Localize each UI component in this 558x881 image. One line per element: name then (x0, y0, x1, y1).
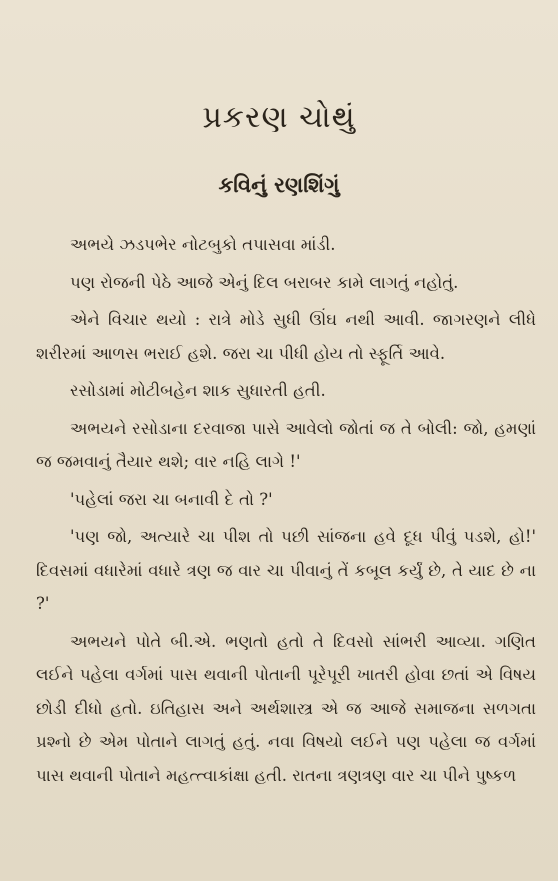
section-title: કવિનું રણશિંગું (218, 172, 340, 197)
paragraph: પણ રોજની પેઠે આજે એનું દિલ બરાબર કામે લાગતું નહોતું. (70, 272, 459, 292)
paragraph: 'પણ જો, અત્યારે ચા પીશ તો પછી સાંજના હવે દૂધ પીવું પડશે, હો!' દિવસમાં વધારેમાં વધારે ત્રણ જ વાર ચા પીવાનું તેં કબૂલ કર્યું છે, તે યાદ છે ના ?' (36, 527, 536, 613)
body-text (36, 228, 536, 796)
paragraph: રસોડામાં મોટીબહેન શાક સુધારતી હતી. (70, 381, 326, 400)
paragraph: અભયને રસોડાના દરવાજા પાસે આવેલો જોતાં જ તે બોલી: જો, હમણાં જ જમવાનું તૈયાર થશે; વાર નહિ લાગે !' (36, 418, 536, 471)
paragraph: એને વિચાર થયો : રાત્રે મોડે સુધી ઊંઘ નથી આવી. જાગરણને લીધે શરીરમાં આળસ ભરાઈ હશે. જરા ચા પીધી હોય તો સ્ફૂર્તિ આવે. (36, 310, 536, 363)
chapter-title: પ્રકરણ ચોથું (202, 100, 356, 135)
paragraph: અભયે ઝડપભેર નોટબુકો તપાસવા માંડી. (70, 235, 336, 254)
paragraph: 'પહેલાં જરા ચા બનાવી દે તો ?' (70, 489, 273, 509)
paragraph: અભયને પોતે બી.એ. ભણતો હતો તે દિવસો સાંભરી આવ્યા. ગણિત લઈને પહેલા વર્ગમાં પાસ થવાની પોતાની પૂરેપૂરી ખાતરી હોવા છતાં એ વિષય છોડી દીધો હતો. ઇતિહાસ અને અર્થશાસ્ત્ર એ જ આજે સમાજના સળગતા પ્રશ્નો છે એમ પોતાને લાગતું હતું. નવા વિષયો લઈને પણ પહેલા જ વર્ગમાં પાસ થવાની પોતાને મહત્ત્વાકાંક્ષા હતી. રાતના ત્રણત્રણ વાર ચા પીને પુષ્કળ (36, 631, 536, 785)
